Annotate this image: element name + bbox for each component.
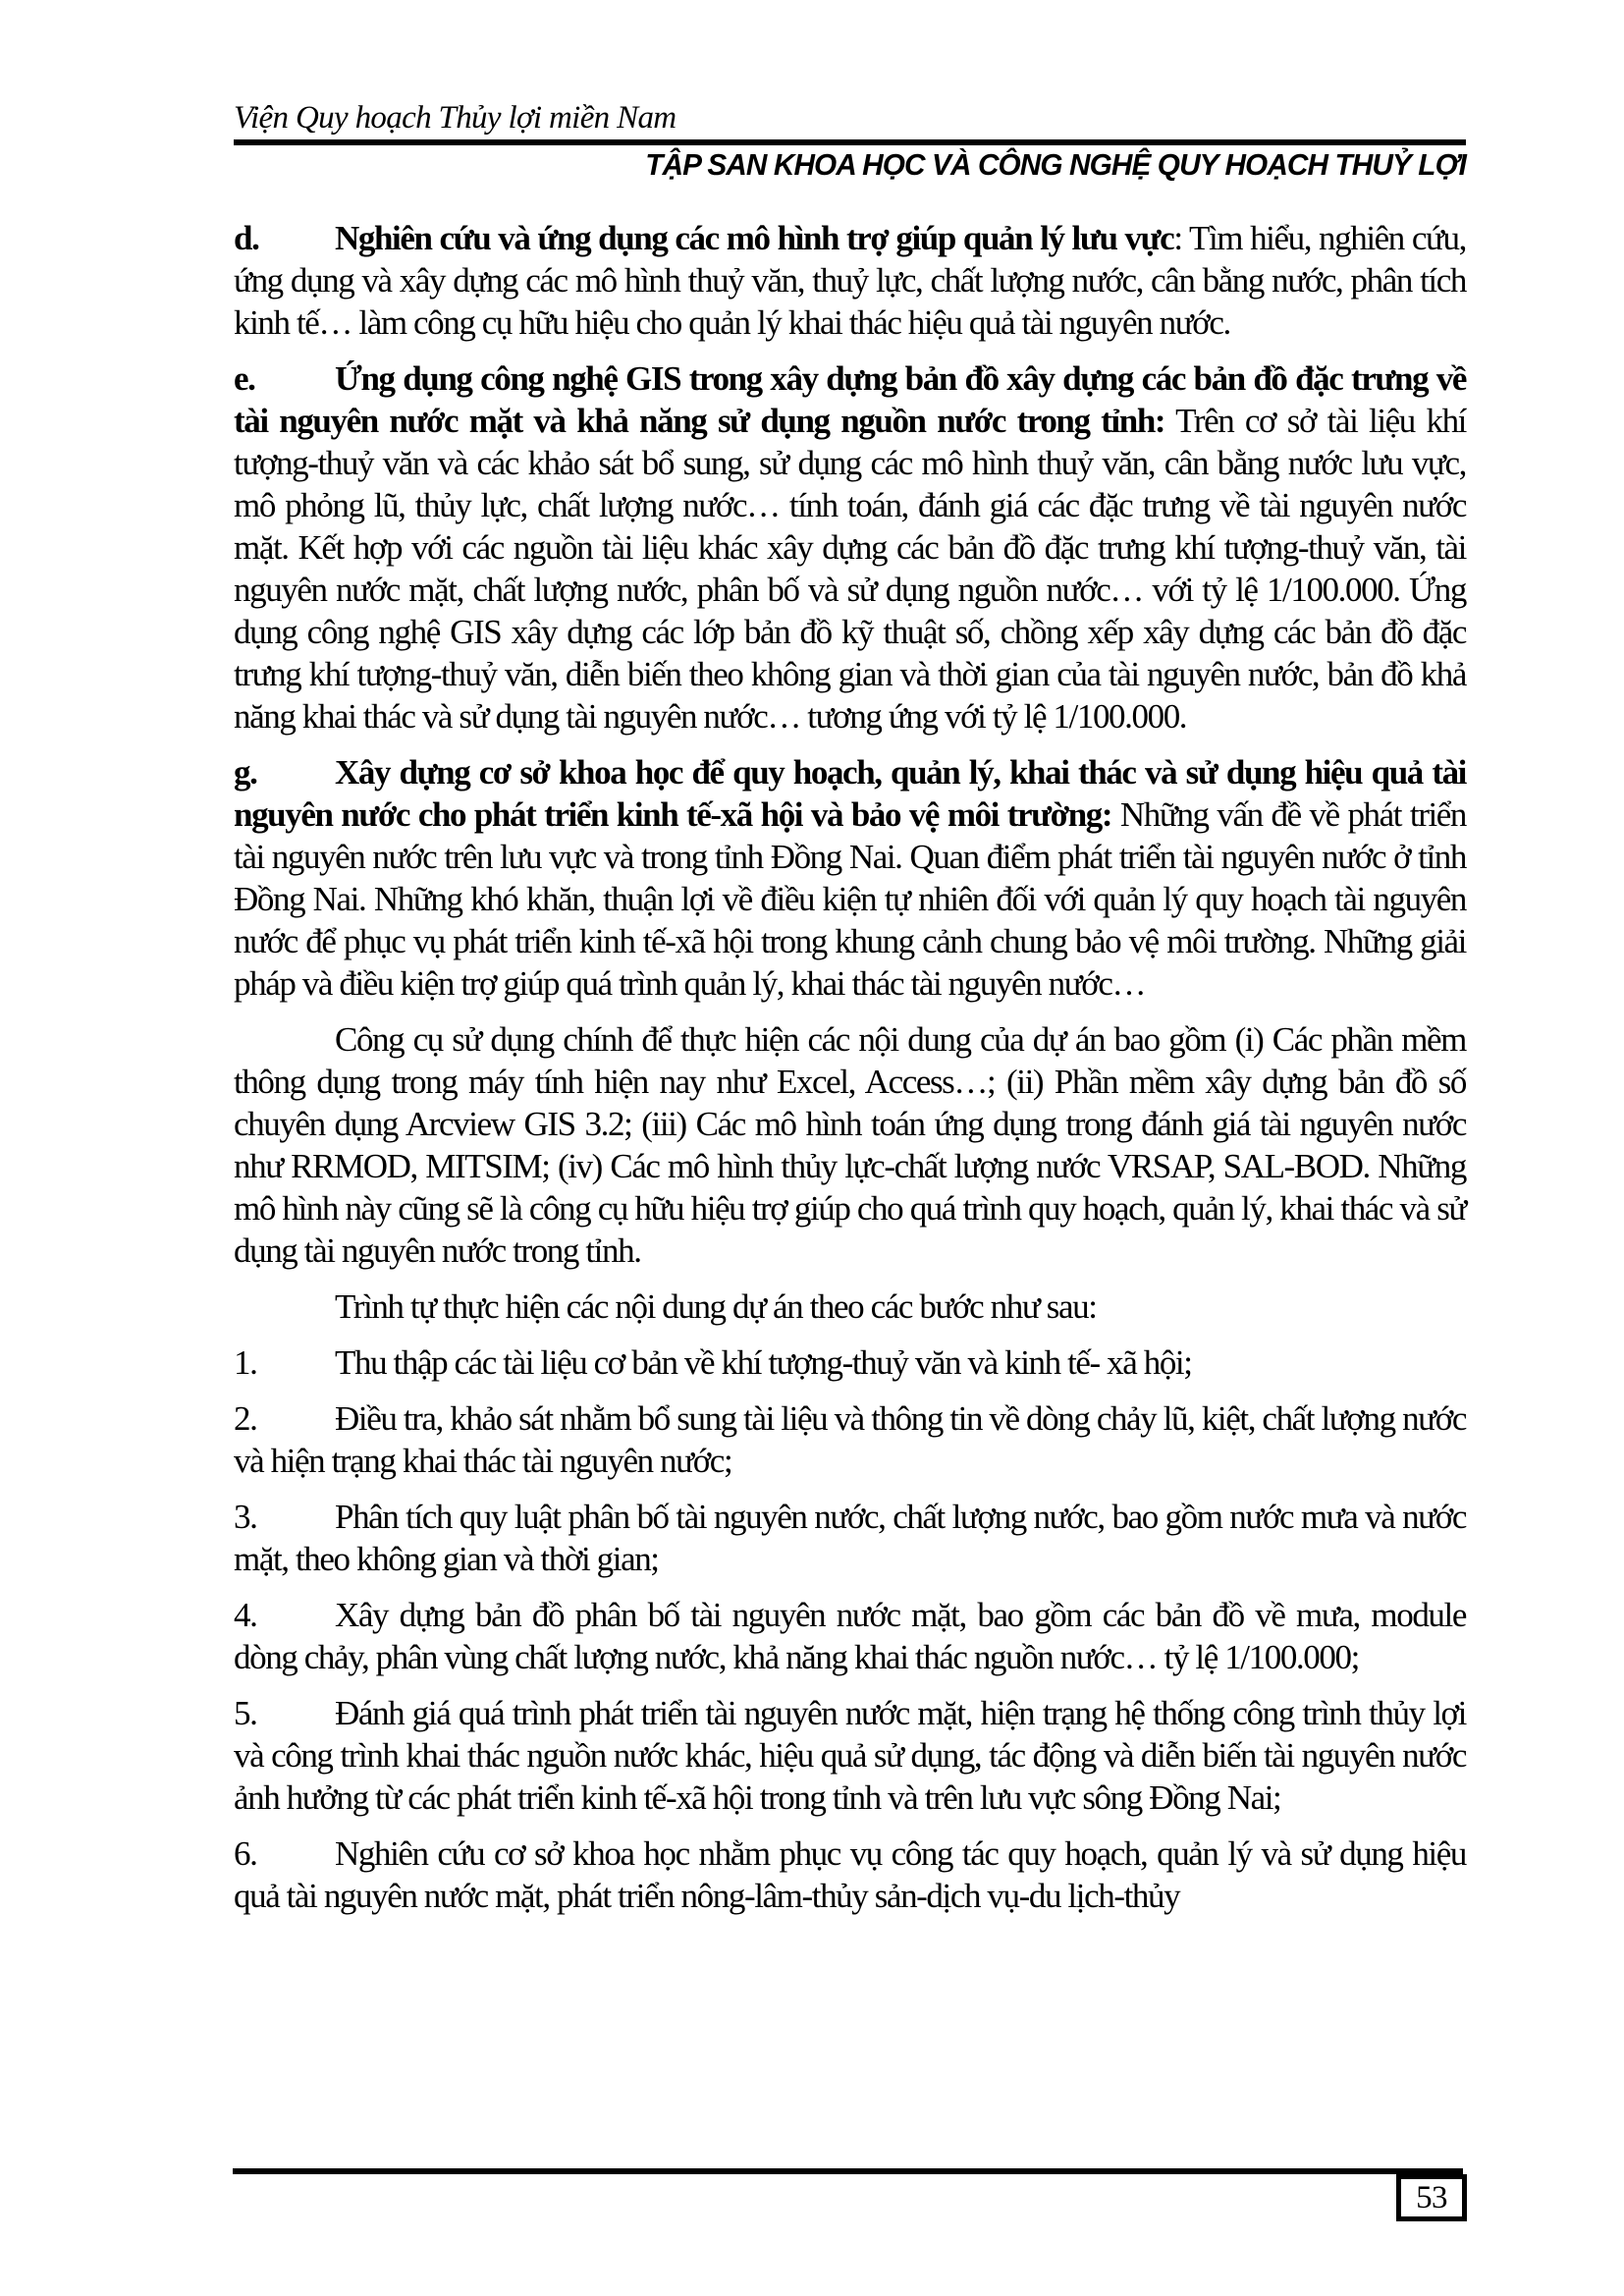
section-body-g: Những vấn đề về phát triển tài nguyên nước trên lưu vực và trong tỉnh Đồng Nai. Quan điểm phát triển tài nguyên nước ở tỉnh Đồng Nai. Những khó khăn, thuận lợi về điều kiện tự nhiên đối với quản lý quy hoạch tài nguyên nước để phục vụ phát triển kinh tế-xã hội trong khung cảnh chung bảo vệ môi trường. Những giải pháp và điều kiện trợ giúp quá trình quản lý, khai thác tài nguyên nước… [234, 795, 1467, 1003]
step-number-3: 3. [234, 1498, 257, 1536]
step-number-5: 5. [234, 1694, 257, 1732]
page-body [234, 217, 1466, 1917]
footer-rule [233, 2168, 1463, 2174]
section-body-d: : Tìm hiểu, nghiên cứu, ứng dụng và xây dựng các mô hình thuỷ văn, thuỷ lực, chất lượng nước, cân bằng nước, phân tích kinh tế… làm công cụ hữu hiệu cho quản lý khai thác hiệu quả tài nguyên nước. [234, 219, 1467, 342]
page-number: 53 [1416, 2179, 1447, 2215]
step-item-6 [234, 1832, 1466, 1917]
section-heading-d: Nghiên cứu và ứng dụng các mô hình trợ giúp quản lý lưu vực [335, 219, 1174, 257]
step-text-2: Điều tra, khảo sát nhằm bổ sung tài liệu và thông tin về dòng chảy lũ, kiệt, chất lượng nước và hiện trạng khai thác tài nguyên nước; [234, 1399, 1466, 1480]
section-body-e: Trên cơ sở tài liệu khí tượng-thuỷ văn và các khảo sát bổ sung, sử dụng các mô hình thuỷ văn, cân bằng nước lưu vực, mô phỏng lũ, thủy lực, chất lượng nước… tính toán, đánh giá các đặc trưng về tài nguyên nước mặt. Kết hợp với các nguồn tài liệu khác xây dựng các bản đồ đặc trưng khí tượng-thuỷ văn, tài nguyên nước mặt, chất lượng nước, phân bố và sử dụng nguồn nước… với tỷ lệ 1/100.000. Ứng dụng công nghệ GIS xây dựng các lớp bản đồ kỹ thuật số, chồng xếp xây dựng các bản đồ đặc trưng khí tượng-thuỷ văn, diễn biến theo không gian và thời gian của tài nguyên nước, bản đồ khả năng khai thác và sử dụng tài nguyên nước… tương ứng với tỷ lệ 1/100.000. [234, 402, 1466, 736]
step-item-5 [234, 1692, 1466, 1819]
step-item-2 [234, 1397, 1466, 1482]
section-paragraph-g [234, 751, 1466, 1005]
step-number-4: 4. [234, 1596, 257, 1634]
section-paragraph-e [234, 357, 1466, 738]
journal-title: TẬP SAN KHOA HỌC VÀ CÔNG NGHỆ QUY HOẠCH THUỶ LỢI [645, 147, 1466, 182]
intro-paragraph-tools: Công cụ sử dụng chính để thực hiện các nội dung của dự án bao gồm (i) Các phần mềm thông dụng trong máy tính hiện nay như Excel, Access…; (ii) Phần mềm xây dựng bản đồ số chuyên dụng Arcview GIS 3.2; (iii) Các mô hình toán ứng dụng trong đánh giá tài nguyên nước như RRMOD, MITSIM; (iv) Các mô hình thủy lực-chất lượng nước VRSAP, SAL-BOD. Những mô hình này cũng sẽ là công cụ hữu hiệu trợ giúp cho quá trình quy hoạch, quản lý, khai thác và sử dụng tài nguyên nước trong tỉnh. [234, 1020, 1466, 1270]
section-heading-g: Xây dựng cơ sở khoa học để quy hoạch, quản lý, khai thác và sử dụng hiệu quả tài nguyên nước cho phát triển kinh tế-xã hội và bảo vệ môi trường: [234, 753, 1466, 834]
step-text-4: Xây dựng bản đồ phân bố tài nguyên nước mặt, bao gồm các bản đồ về mưa, module dòng chảy, phân vùng chất lượng nước, khả năng khai thác nguồn nước… tỷ lệ 1/100.000; [234, 1596, 1466, 1676]
step-number-1: 1. [234, 1343, 257, 1382]
section-label-d: d. [234, 219, 259, 257]
step-item-4 [234, 1594, 1466, 1678]
page-number-box [1396, 2174, 1467, 2221]
page-header [234, 100, 1466, 182]
step-item-3 [234, 1496, 1466, 1580]
step-text-3: Phân tích quy luật phân bố tài nguyên nước, chất lượng nước, bao gồm nước mưa và nước mặt, theo không gian và thời gian; [234, 1498, 1466, 1578]
section-label-e: e. [234, 359, 255, 398]
header-rule [234, 139, 1466, 145]
section-label-g: g. [234, 753, 257, 792]
step-item-1 [234, 1341, 1466, 1384]
running-head: Viện Quy hoạch Thủy lợi miền Nam [234, 100, 677, 136]
section-paragraph-d [234, 217, 1466, 344]
section-heading-e: Ứng dụng công nghệ GIS trong xây dựng bản đồ xây dựng các bản đồ đặc trưng về tài nguyên nước mặt và khả năng sử dụng nguồn nước trong tỉnh: [234, 359, 1466, 440]
step-text-5: Đánh giá quá trình phát triển tài nguyên nước mặt, hiện trạng hệ thống công trình thủy lợi và công trình khai thác nguồn nước khác, hiệu quả sử dụng, tác động và diễn biến tài nguyên nước ảnh hưởng từ các phát triển kinh tế-xã hội trong tỉnh và trên lưu vực sông Đồng Nai; [234, 1694, 1466, 1817]
step-number-6: 6. [234, 1834, 257, 1873]
step-number-2: 2. [234, 1399, 257, 1438]
step-text-1: Thu thập các tài liệu cơ bản về khí tượng-thuỷ văn và kinh tế- xã hội; [335, 1343, 1192, 1382]
step-text-6: Nghiên cứu cơ sở khoa học nhằm phục vụ công tác quy hoạch, quản lý và sử dụng hiệu quả tài nguyên nước mặt, phát triển nông-lâm-thủy sản-dịch vụ-du lịch-thủy [234, 1834, 1466, 1915]
intro-paragraph-steps: Trình tự thực hiện các nội dung dự án theo các bước như sau: [335, 1287, 1097, 1326]
